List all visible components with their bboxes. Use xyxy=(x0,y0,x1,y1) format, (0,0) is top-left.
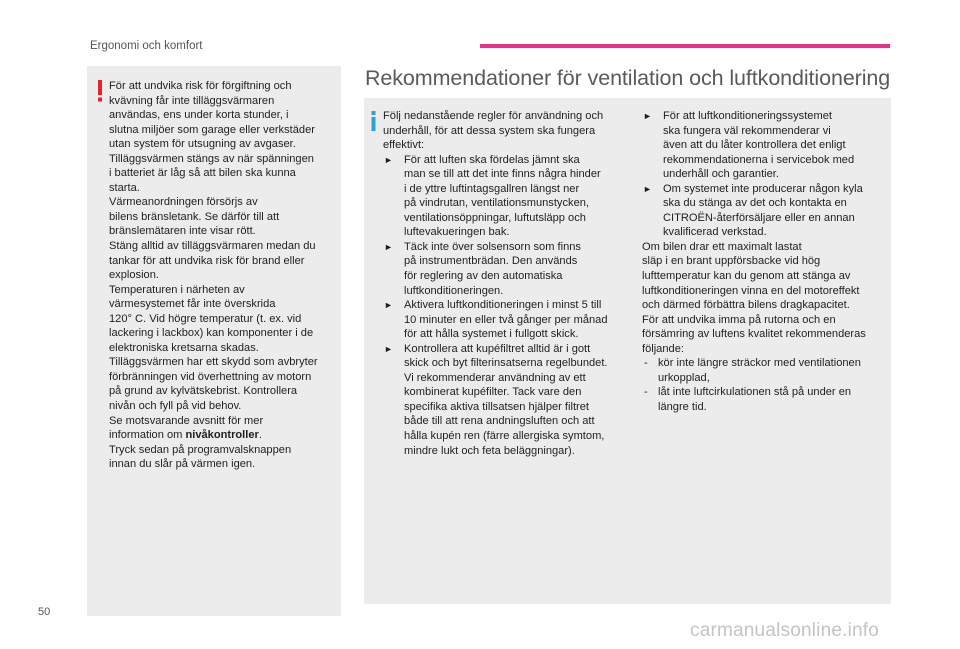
warning-text xyxy=(109,79,341,472)
dash-marker: - xyxy=(644,357,648,370)
page-title: Rekommendationer för ventilation och luftkonditionering xyxy=(365,66,891,90)
fog-paragraph: För att undvika imma på rutorna och en försämring av luftens kvalitet rekommenderas följande: xyxy=(642,313,866,355)
section-label: Ergonomi och komfort xyxy=(90,40,203,52)
arrow-bullet-icon: ► xyxy=(643,183,652,194)
list-item-text: Aktivera luftkonditioneringen i minst 5 till 10 minuter en eller två gånger per månad för att hålla systemet i fullgott skick. xyxy=(404,299,608,341)
list-item-text: Täck inte över solsensorn som finns på instrumentbrädan. Den används för reglering av den automatiska luftkonditioneringen. xyxy=(404,240,581,297)
arrow-bullet-icon: ► xyxy=(643,111,652,121)
warning-link-nivakontroller: nivåkontroller xyxy=(185,429,259,442)
list-item xyxy=(642,109,888,182)
list-item xyxy=(383,240,635,298)
arrow-bullet-icon: ► xyxy=(384,343,393,354)
list-item xyxy=(383,298,635,342)
list-item xyxy=(642,182,888,240)
dash-marker: - xyxy=(644,386,648,399)
list-item-text: För att luften ska fördelas jämnt ska man se till att det inte finns några hinder i de yttre luftintagsgallren längst ner på vindrutan, ventilationsmunstycken, ventilationsöppningar, luftutsläpp och luftevakueringen bak. xyxy=(404,153,601,239)
list-item-text: För att luftkonditioneringssystemet ska fungera väl rekommenderar vi även att du låter kontrollera det enligt rekommendationerna i servicebok med underhåll och garantier. xyxy=(663,110,855,181)
dash-item xyxy=(642,385,888,414)
page-number: 50 xyxy=(38,606,51,618)
warning-text-main: För att undvika risk för förgiftning och kvävning får inte tilläggsvärmaren användas, ens under korta stunder, i slutna miljöer som garage eller verkstäder utan system för utsugning av avgaser. Tilläggsvärmen stängs av när spänningen i batteriet är låg så att bilen ska kunna starta. Värmeanordningen försörjs av bilens bränsletank. Se därför till att bränslemätaren inte visar rött. Stäng alltid av tilläggsvärmaren medan du tankar för att undvika risk för brand eller explosion. Temperaturen i närheten av värmesystemet får inte överskrida 120° C. Vid högre temperatur (t. ex. vid lackering i lackbox) kan komponenter i de elektroniska kretsarna skadas. Tilläggsvärmen har ett skydd som avbryter förbränningen vid överhettning av motorn på grund av kylvätskebrist. Kontrollera nivån och fyll på vid behov. Se motsvarande avsnitt för mer information om xyxy=(109,80,318,442)
watermark: carmanualsonline.info xyxy=(690,620,880,641)
info-icon xyxy=(370,111,377,131)
towing-paragraph: Om bilen drar ett maximalt lastat släp i en brant uppförsbacke vid hög lufttemperatur kan du genom att stänga av luftkonditioneringen vinna en del motoreffekt och därmed förbättra bilens dragkapacitet. xyxy=(642,240,860,312)
accent-bar xyxy=(480,44,890,48)
warning-text-punct: . xyxy=(258,429,262,442)
column-right xyxy=(642,109,888,414)
list-item xyxy=(383,153,635,240)
dash-item xyxy=(642,356,888,385)
intro-paragraph: Följ nedanstående regler för användning och underhåll, för att dessa system ska fungera effektivt: xyxy=(383,110,604,152)
dash-item-text: låt inte luftcirkulationen stå på under en längre tid. xyxy=(658,386,852,413)
arrow-bullet-icon: ► xyxy=(384,154,393,165)
column-left xyxy=(383,109,635,458)
list-item-text: Kontrollera att kupéfiltret alltid är i gott skick och byt filterinsatserna regelbundet. Vi rekommenderar användning av ett kombinerat kupéfilter. Tack vare den specifika aktiva tillsatsen hjälper filtret både till att rena andningsluften och att hålla kupén ren (färre allergiska symtom, mindre lukt och feta beläggningar). xyxy=(404,342,608,457)
arrow-bullet-icon: ► xyxy=(384,300,393,311)
exclamation-icon xyxy=(96,80,104,102)
list-item xyxy=(383,342,635,458)
dash-item-text: kör inte längre sträckor med ventilationen urkopplad, xyxy=(658,357,861,384)
list-item-text: Om systemet inte producerar någon kyla ska du stänga av det och kontakta en CITROËN-återförsäljare eller en annan kvalificerad verkstad. xyxy=(663,182,863,239)
warning-text-end: Tryck sedan på programvalsknappen innan du slår på värmen igen. xyxy=(109,443,292,471)
arrow-bullet-icon: ► xyxy=(384,241,393,252)
